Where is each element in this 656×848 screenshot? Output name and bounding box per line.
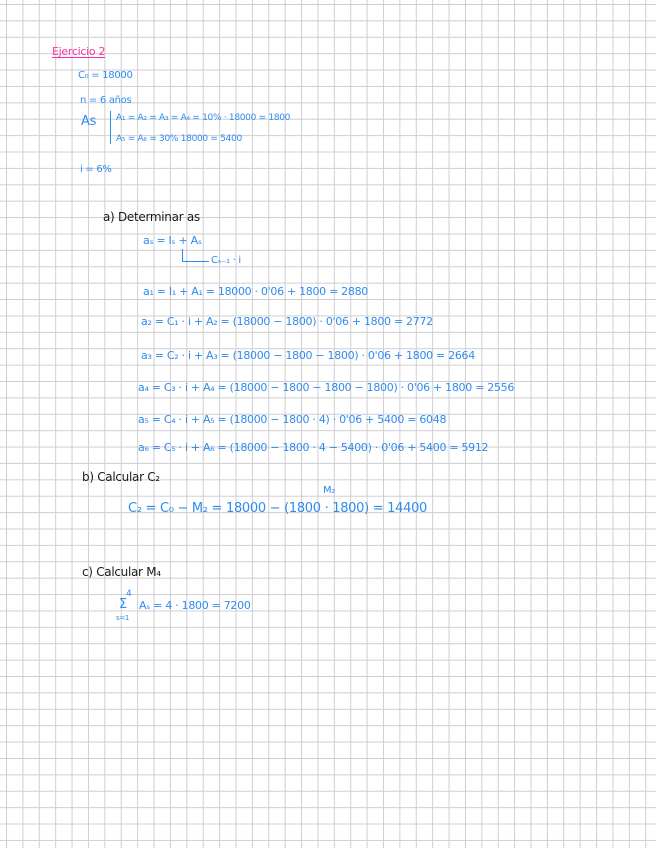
annuity-line: a₁ = I₁ + A₁ = 18000 · 0'06 + 1800 = 2880 — [143, 285, 368, 298]
sum-upper-limit: 4 — [126, 589, 132, 599]
given-as-line1: A₁ = A₂ = A₃ = A₄ = 10% · 18000 = 1800 — [116, 113, 291, 123]
annuity-line: a₃ = C₂ · i + A₃ = (18000 − 1800 − 1800) · 0'06 + 1800 = 2664 — [141, 349, 475, 362]
part-a-heading: a) Determinar as — [103, 210, 200, 224]
arrow-icon — [182, 249, 209, 262]
part-c-heading: c) Calcular M₄ — [82, 565, 161, 579]
annuity-line: a₅ = C₄ · i + A₅ = (18000 − 1800 · 4) · 0'06 + 5400 = 6048 — [138, 413, 447, 426]
given-c0: C₀ = 18000 — [78, 70, 133, 81]
given-i: i = 6% — [80, 164, 112, 175]
given-as-label: As — [81, 114, 97, 129]
part-b-heading: b) Calcular C₂ — [82, 470, 160, 484]
part-a-formula: aₛ = Iₛ + Aₛ — [143, 234, 202, 247]
annuity-line: a₆ = C₅ · i + A₆ = (18000 − 1800 · 4 − 5400) · 0'06 + 5400 = 5912 — [138, 441, 489, 454]
brace-icon — [110, 111, 111, 144]
annuity-line: a₄ = C₃ · i + A₄ = (18000 − 1800 − 1800 − 1800) · 0'06 + 1800 = 2556 — [138, 381, 515, 394]
exercise-title: Ejercicio 2 — [52, 45, 106, 58]
part-c-line: Aₛ = 4 · 1800 = 7200 — [139, 599, 251, 612]
sum-lower-limit: s=1 — [116, 614, 130, 622]
part-b-line: C₂ = C₀ − M₂ = 18000 − (1800 · 1800) = 14400 — [128, 501, 428, 516]
given-n: n = 6 años — [80, 95, 132, 106]
part-b-note: M₂ — [323, 485, 336, 496]
part-a-formula-sub: Cₛ₋₁ · i — [211, 255, 241, 266]
given-as-line2: A₅ = A₆ = 30% 18000 = 5400 — [116, 134, 242, 144]
sum-icon: Σ — [119, 597, 127, 612]
annuity-line: a₂ = C₁ · i + A₂ = (18000 − 1800) · 0'06 + 1800 = 2772 — [141, 315, 433, 328]
